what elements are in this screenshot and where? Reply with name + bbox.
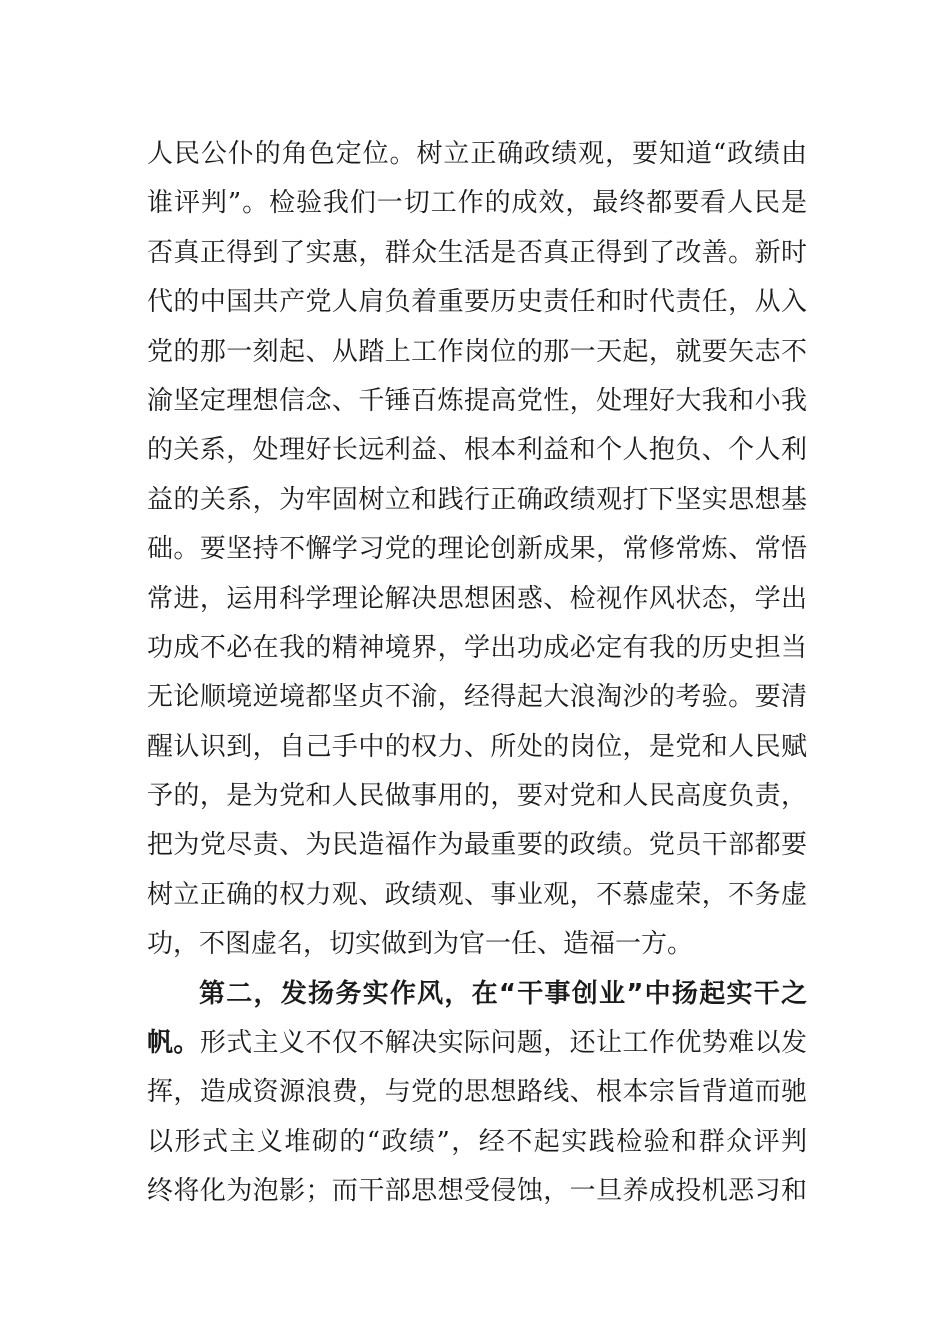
paragraph-1-line: 党的那一刻起、从踏上工作岗位的那一天起，就要矢志不	[147, 336, 807, 367]
paragraph-1-line: 无论顺境逆境都坚贞不渝，经得起大浪淘沙的考验。要清	[147, 682, 807, 713]
paragraph-1-line: 的关系，处理好长远利益、根本利益和个人抱负、个人利	[147, 435, 807, 466]
paragraph-1-line: 人民公仆的角色定位。树立正确政绩观，要知道“政绩由	[147, 139, 807, 169]
paragraph-1-line: 予的，是为党和人民做事用的，要对党和人民高度负责，	[147, 781, 807, 812]
paragraph-1-line: 代的中国共产党人肩负着重要历史责任和时代责任，从入	[147, 287, 807, 318]
paragraph-2-line-rest: 形式主义不仅不解决实际问题，还让工作优势难以发	[199, 1028, 807, 1059]
paragraph-2-line	[147, 1019, 807, 1068]
body-text	[147, 130, 807, 1217]
paragraph-1-line: 功成不必在我的精神境界，学出功成必定有我的历史担当	[147, 632, 807, 663]
section-heading: 第二，发扬务实作风，在“干事创业”中扬起实干之	[199, 978, 807, 1009]
paragraph-2-line: 挥，造成资源浪费，与党的思想路线、根本宗旨背道而驰	[147, 1077, 807, 1108]
paragraph-1-line: 醒认识到，自己手中的权力、所处的岗位，是党和人民赋	[147, 731, 807, 762]
paragraph-1-line: 渝坚定理想信念、千锤百炼提高党性，处理好大我和小我	[147, 385, 807, 416]
paragraph-1-line: 把为党尽责、为民造福作为最重要的政绩。党员干部都要	[147, 830, 807, 861]
paragraph-1-line: 常进，运用科学理论解决思想困惑、检视作风状态，学出	[147, 583, 807, 614]
paragraph-2-line: 以形式主义堆砌的“政绩”，经不起实践检验和群众评判	[147, 1126, 807, 1157]
paragraph-1-line: 础。要坚持不懈学习党的理论创新成果，常修常炼、常悟	[147, 534, 807, 565]
paragraph-1-line: 谁评判”。检验我们一切工作的成效，最终都要看人民是	[147, 188, 807, 219]
paragraph-1-line: 益的关系，为牢固树立和践行正确政绩观打下坚实思想基	[147, 484, 807, 515]
paragraph-1-line: 树立正确的权力观、政绩观、事业观，不慕虚荣，不务虚	[147, 879, 807, 910]
paragraph-1-line: 否真正得到了实惠，群众生活是否真正得到了改善。新时	[147, 237, 807, 268]
section-heading-end: 帆。	[147, 1028, 200, 1059]
paragraph-2-line: 终将化为泡影；而干部思想受侵蚀，一旦养成投机恶习和	[147, 1176, 807, 1207]
paragraph-1-line: 功，不图虚名，切实做到为官一任、造福一方。	[147, 929, 694, 960]
